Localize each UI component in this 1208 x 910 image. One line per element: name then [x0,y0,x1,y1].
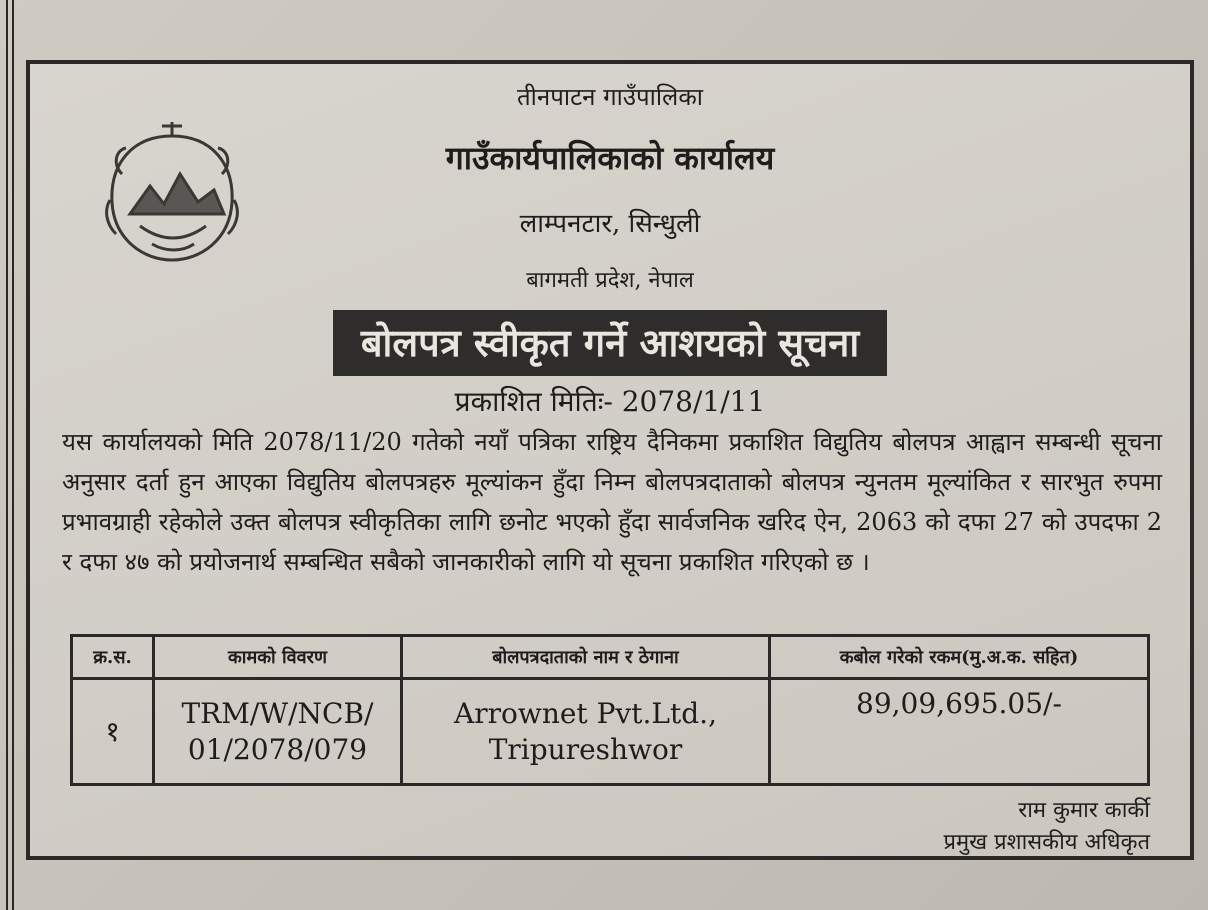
header-bidder: बोलपत्रदाताको नाम र ठेगाना [402,636,770,679]
work-code-line1: TRM/W/NCB/ [181,696,374,730]
cell-work [154,679,402,785]
cell-bidder [402,679,770,785]
column-rule [12,0,14,910]
notice-banner: बोलपत्र स्वीकृत गर्ने आशयको सूचना [333,310,887,376]
column-rule [6,0,8,910]
bidder-address: Tripureshwor [488,732,683,766]
tender-notice [26,60,1194,860]
notice-body: यस कार्यालयको मिति 2078/11/20 गतेको नयाँ पत्रिका राष्ट्रिय दैनिकमा प्रकाशित विद्युतिय बोलपत्र आह्वान सम्बन्धी सूचना अनुसार दर्ता हुन आएका विद्युतिय बोलपत्रहरु मूल्यांकन हुँदा निम्न बोलपत्रदाताको बोलपत्र न्युनतम मूल्यांकित र सारभुत रुपमा प्रभावग्राही रहेकोले उक्त बोलपत्र स्वीकृतिका लागि छनोट भएको हुँदा सार्वजनिक खरिद ऐन, 2063 को दफा 27 को उपदफा 2 र दफा ४७ को प्रयोजनार्थ सम्बन्धित सबैको जानकारीको लागि यो सूचना प्रकाशित गरिएको छ । [62,428,1162,576]
header-amount: कबोल गरेको रकम(मु.अ.क. सहित) [770,636,1149,679]
cell-sn: १ [72,679,154,785]
signatory-title: प्रमुख प्रशासकीय अधिकृत [943,830,1150,855]
office-title: गाउँकार्यपालिकाको कार्यालय [445,139,775,177]
header-work: कामको विवरण [154,636,402,679]
work-code-line2: 01/2078/079 [187,732,368,766]
municipality-name: तीनपाटन गाउँपालिका [517,83,703,111]
bidder-name: Arrownet Pvt.Ltd., [454,696,717,730]
header-sn: क्र.स. [72,636,154,679]
table-header-row [72,636,1149,679]
published-date: प्रकाशित मितिः- 2078/1/11 [454,385,766,418]
cell-amount: 89,09,695.05/- [770,679,1149,785]
signatory-name: राम कुमार कार्की [1018,798,1150,823]
province-line: बागमती प्रदेश, नेपाल [526,268,694,293]
bid-table [70,634,1150,786]
office-address: लाम्पनटार, सिन्धुली [519,209,701,239]
table-row [72,679,1149,785]
